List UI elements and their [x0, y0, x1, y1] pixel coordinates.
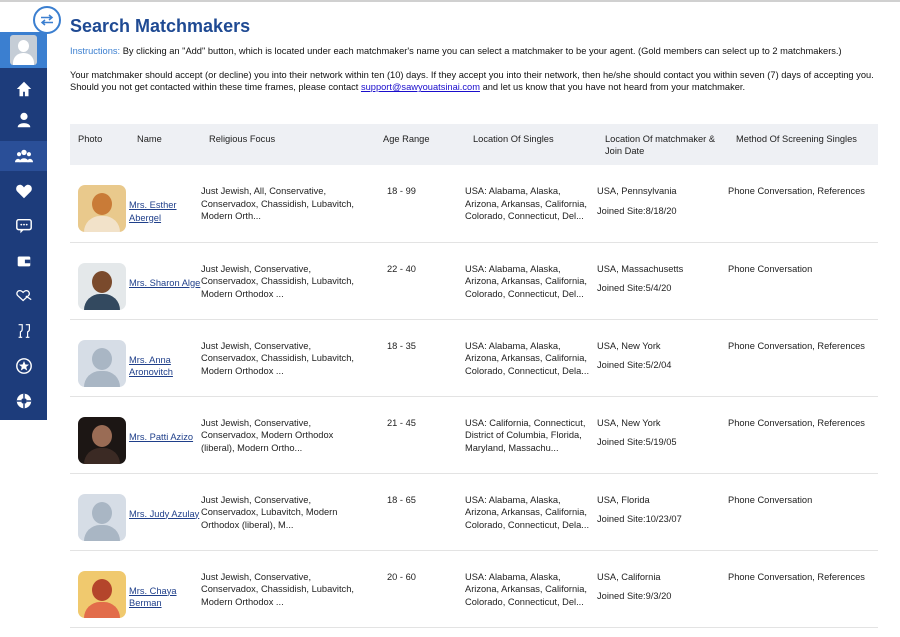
contact-note-text: Your matchmaker should accept (or decline) you into their network within ten (10) days. If they accept you into their network, then he/she should contact you within seven (7) days of accepting you. Should you not get contacted within these time frames, please contact [70, 69, 874, 93]
join-date: Joined Site:5/19/05 [597, 437, 677, 448]
matchmaker-photo[interactable] [78, 263, 126, 310]
col-religious-focus: Religious Focus [201, 124, 375, 165]
support-email-link[interactable]: support@sawyouatsinai.com [360, 82, 480, 93]
sidebar-item-matches[interactable] [0, 281, 47, 311]
home-icon [15, 80, 33, 98]
col-photo: Photo [70, 124, 129, 165]
sidebar-toggle-button[interactable] [33, 6, 61, 34]
screening-method: Phone Conversation [728, 494, 813, 505]
swap-arrows-icon [40, 14, 54, 26]
matchmakers-table [70, 124, 878, 628]
contact-note-text-end: and let us know that you have not heard from your matchmaker. [482, 82, 746, 93]
screening-method: Phone Conversation, References [728, 340, 865, 351]
users-icon [15, 147, 33, 165]
toast-glasses-icon [15, 322, 33, 340]
col-screening-method: Method Of Screening Singles [728, 124, 878, 165]
col-name: Name [129, 124, 201, 165]
religious-focus: Just Jewish, Conservative, Conservadox, Modern Orthodox (liberal), Modern Ortho... [201, 417, 334, 453]
table-row [70, 165, 878, 242]
age-range: 22 - 40 [387, 263, 416, 274]
join-date: Joined Site:5/4/20 [597, 283, 672, 294]
religious-focus: Just Jewish, All, Conservative, Conservadox, Chassidish, Lubavitch, Modern Orth... [201, 186, 354, 222]
table-row [70, 396, 878, 473]
matchmaker-photo[interactable] [78, 185, 126, 232]
message-icon [15, 217, 33, 235]
main-content [70, 16, 878, 609]
table-row [70, 319, 878, 396]
heart-icon [15, 182, 33, 200]
screening-method: Phone Conversation [728, 263, 813, 274]
screening-method: Phone Conversation, References [728, 186, 865, 196]
location-singles: USA: Alabama, Alaska, Arizona, Arkansas, California, Colorado, Connecticut, Del... [465, 263, 587, 299]
page-title: Search Matchmakers [70, 16, 251, 36]
matchmaker-name-link[interactable]: Mrs. Sharon Alge [129, 277, 201, 288]
religious-focus: Just Jewish, Conservative, Conservadox, Lubavitch, Modern Orthodox (liberal), M... [201, 494, 338, 530]
col-location-singles: Location Of Singles [465, 124, 597, 165]
location-singles: USA: Alabama, Alaska, Arizona, Arkansas, California, Colorado, Connecticut, Dela... [465, 494, 590, 530]
help-lifebuoy-icon [15, 392, 33, 410]
instructions-text: By clicking an "Add" button, which is located under each matchmaker's name you can select a matchmaker to be your agent. (Gold members can select up to 2 matchmakers.) [122, 46, 842, 56]
sidebar-item-featured[interactable] [0, 351, 47, 381]
sidebar-item-profile[interactable] [0, 105, 47, 135]
matchmaker-name-link[interactable]: Mrs. Patti Azizo [129, 431, 194, 442]
avatar [10, 35, 37, 65]
age-range: 18 - 99 [387, 186, 416, 196]
table-row [70, 550, 878, 627]
sidebar-item-celebrations[interactable] [0, 316, 47, 346]
matchmaker-name-link[interactable]: Mrs. Judy Azulay [129, 508, 200, 519]
table-header-row [70, 124, 878, 165]
sidebar-item-home[interactable] [0, 74, 47, 104]
sidebar [0, 32, 47, 420]
matchmaker-photo-placeholder[interactable] [78, 494, 126, 541]
location-singles: USA: Alabama, Alaska, Arizona, Arkansas, California, Colorado, Connecticut, Del... [465, 571, 587, 607]
location-singles: USA: Alabama, Alaska, Arizona, Arkansas, California, Colorado, Connecticut, Del... [465, 186, 587, 222]
user-icon [15, 111, 33, 129]
matchmaker-name-link[interactable]: Mrs. Esther Abergel [129, 200, 177, 223]
religious-focus: Just Jewish, Conservative, Conservadox, Chassidish, Lubavitch, Modern Orthodox ... [201, 571, 354, 607]
matchmaker-location: USA, Florida [597, 494, 650, 505]
sidebar-item-matchmakers[interactable] [0, 141, 47, 171]
matchmaker-photo[interactable] [78, 417, 126, 464]
screening-method: Phone Conversation, References [728, 571, 865, 582]
contact-note [70, 69, 878, 94]
religious-focus: Just Jewish, Conservative, Conservadox, Chassidish, Lubavitch, Modern Orthodox ... [201, 263, 354, 299]
matchmaker-location: USA, Massachusetts [597, 263, 684, 274]
table-row [70, 242, 878, 319]
religious-focus: Just Jewish, Conservative, Conservadox, Chassidish, Lubavitch, Modern Orthodox ... [201, 340, 354, 376]
matchmaker-location: USA, California [597, 571, 661, 582]
age-range: 18 - 65 [387, 494, 416, 505]
matchmaker-location: USA, New York [597, 417, 661, 428]
col-location-matchmaker: Location Of matchmaker & Join Date [597, 124, 728, 165]
sidebar-item-help[interactable] [0, 386, 47, 416]
instructions-label: Instructions: [70, 46, 121, 56]
join-date: Joined Site:10/23/07 [597, 514, 682, 525]
matchmaker-name-link[interactable]: Mrs. Chaya Berman [129, 585, 177, 609]
sidebar-avatar[interactable] [0, 32, 47, 68]
star-circle-icon [15, 357, 33, 375]
location-singles: USA: California, Connecticut, District of Columbia, Florida, Maryland, Massachu... [465, 417, 586, 453]
join-date: Joined Site:9/3/20 [597, 591, 672, 602]
join-date: Joined Site:5/2/04 [597, 360, 672, 371]
matchmaker-photo[interactable] [78, 571, 126, 618]
handshake-heart-icon [15, 287, 33, 305]
col-age-range: Age Range [375, 124, 465, 165]
table-row [70, 473, 878, 550]
matchmaker-location: USA, New York [597, 340, 661, 351]
age-range: 21 - 45 [387, 417, 416, 428]
matchmaker-name-link[interactable]: Mrs. Anna Aronovitch [129, 354, 173, 378]
screening-method: Phone Conversation, References [728, 417, 865, 428]
location-singles: USA: Alabama, Alaska, Arizona, Arkansas, California, Colorado, Connecticut, Dela... [465, 340, 590, 376]
sidebar-item-messages[interactable] [0, 211, 47, 241]
wallet-icon [15, 252, 33, 270]
matchmaker-location: USA, Pennsylvania [597, 186, 677, 196]
age-range: 18 - 35 [387, 340, 416, 351]
top-divider [0, 0, 900, 2]
sidebar-item-favorites[interactable] [0, 176, 47, 206]
sidebar-item-wallet[interactable] [0, 246, 47, 276]
matchmaker-photo-placeholder[interactable] [78, 340, 126, 387]
join-date: Joined Site:8/18/20 [597, 205, 677, 216]
age-range: 20 - 60 [387, 571, 416, 582]
instructions [70, 45, 878, 58]
